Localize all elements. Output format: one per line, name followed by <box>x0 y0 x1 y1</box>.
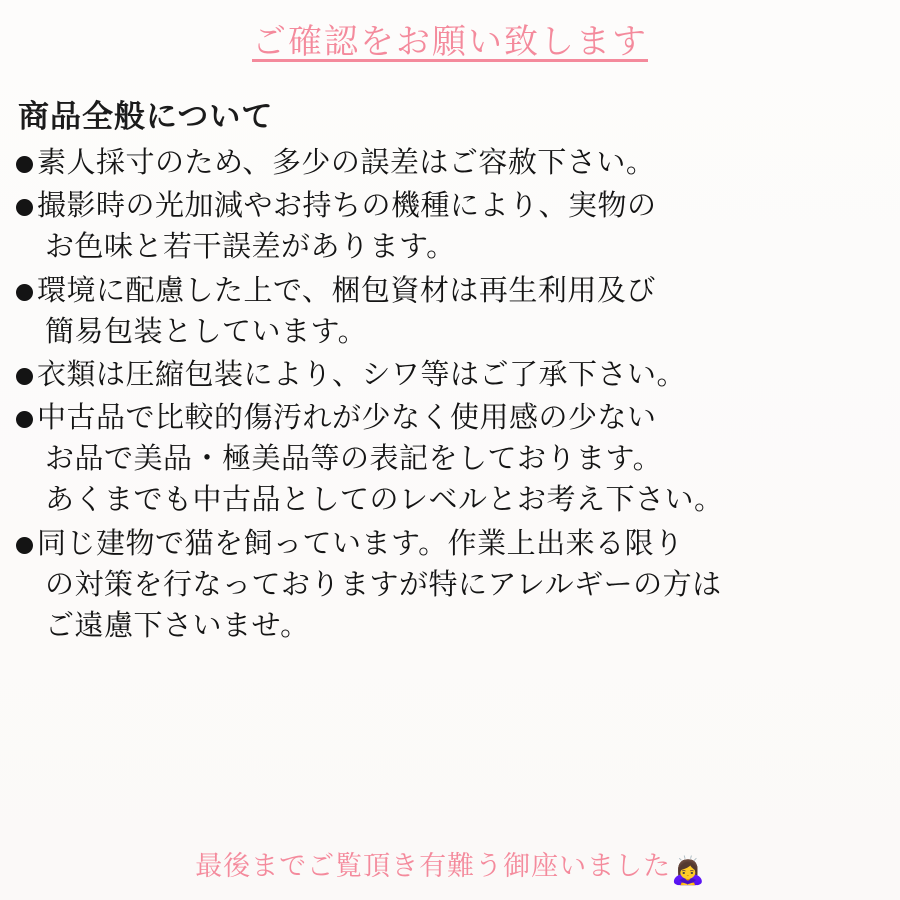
list-item-text <box>37 185 886 267</box>
list-item-text <box>37 142 886 183</box>
list-item-text <box>37 354 886 395</box>
page-title: ご確認をお願い致します <box>252 22 648 62</box>
bowing-person-icon: 🙇‍♀️ <box>671 855 705 886</box>
list-item-text <box>37 397 886 521</box>
text-line: 素人採寸のため、多少の誤差はご容赦下さい。 <box>37 145 656 179</box>
bullet-icon <box>16 411 33 428</box>
text-line: 同じ建物で猫を飼っています。作業上出来る限り <box>37 525 684 560</box>
page-header <box>0 0 900 69</box>
bullet-icon <box>16 368 33 385</box>
section-heading: 商品全般について <box>18 99 274 135</box>
bullet-icon <box>16 199 33 216</box>
list-item-text <box>37 270 886 352</box>
bullet-icon <box>16 537 33 554</box>
text-line: 簡易包装としています。 <box>45 313 368 348</box>
notice-list <box>0 142 900 844</box>
text-line: 中古品で比較的傷汚れが少なく使用感の少ない <box>37 400 657 435</box>
list-item <box>16 354 886 395</box>
bullet-icon <box>16 156 33 173</box>
text-line: ご遠慮下さいませ。 <box>45 607 310 642</box>
list-item <box>16 397 886 521</box>
text-line: 環境に配慮した上で、梱包資材は再生利用及び <box>37 272 656 307</box>
text-line: お品で美品・極美品等の表記をしております。 <box>45 441 663 476</box>
list-item <box>16 185 886 267</box>
page-footer <box>0 844 900 900</box>
text-line: あくまでも中古品としてのレベルとお考え下さい。 <box>45 482 724 517</box>
footer-message: 最後までご覧頂き有難う御座いました <box>195 850 672 882</box>
bullet-icon <box>16 284 33 301</box>
text-line: 撮影時の光加減やお持ちの機種により、実物の <box>37 188 657 223</box>
list-item <box>16 142 886 183</box>
text-line: 衣類は圧縮包装により、シワ等はご了承下さい。 <box>37 356 687 391</box>
text-line: の対策を行なっておりますが特にアレルギーの方は <box>45 566 722 601</box>
list-item <box>16 270 886 352</box>
text-line: お色味と若干誤差があります。 <box>45 229 456 264</box>
list-item <box>16 523 886 647</box>
list-item-text <box>37 523 886 647</box>
